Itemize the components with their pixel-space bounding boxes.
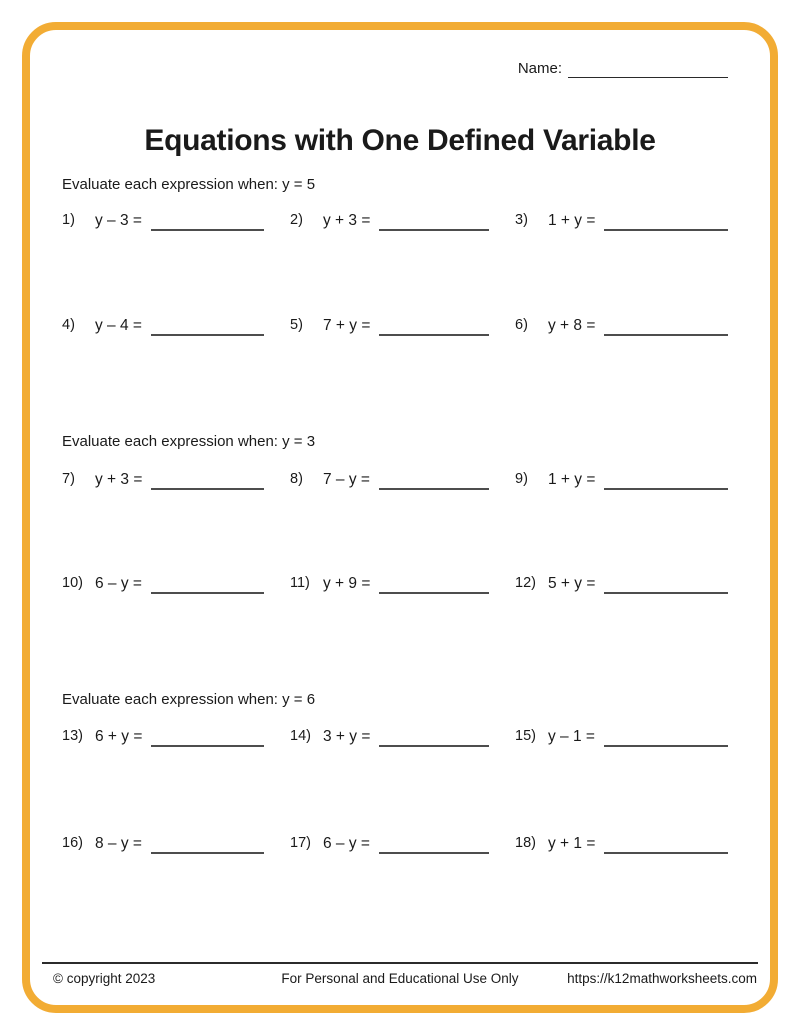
problem-14 — [290, 726, 515, 747]
answer-blank[interactable] — [604, 588, 728, 594]
problem-number: 12) — [515, 575, 536, 591]
problem-12 — [515, 573, 730, 594]
problem-expression: y + 9 = — [323, 575, 371, 592]
problem-number: 15) — [515, 728, 536, 744]
problem-number: 9) — [515, 471, 528, 487]
answer-blank[interactable] — [151, 484, 264, 490]
name-field-row — [518, 60, 728, 78]
answer-blank[interactable] — [151, 225, 264, 231]
problem-number: 1) — [62, 212, 75, 228]
problem-number: 11) — [290, 575, 310, 591]
problem-7 — [62, 469, 290, 490]
problem-3 — [515, 210, 730, 231]
answer-blank[interactable] — [379, 484, 489, 490]
problem-17 — [290, 833, 515, 854]
problem-number: 4) — [62, 317, 75, 333]
problem-4 — [62, 315, 290, 336]
problem-number: 5) — [290, 317, 303, 333]
answer-blank[interactable] — [604, 225, 728, 231]
problem-expression: 5 + y = — [548, 575, 596, 592]
footer — [42, 971, 758, 989]
footer-divider — [42, 962, 758, 964]
problem-13 — [62, 726, 290, 747]
name-label: Name: — [517, 60, 562, 77]
problem-2 — [290, 210, 515, 231]
problem-11 — [290, 573, 515, 594]
problem-16 — [62, 833, 290, 854]
problem-15 — [515, 726, 730, 747]
problem-expression: 6 + y = — [95, 728, 143, 745]
problem-number: 10) — [62, 575, 83, 591]
problem-number: 3) — [515, 212, 528, 228]
problem-9 — [515, 469, 730, 490]
problem-expression: 7 + y = — [323, 317, 371, 334]
problem-number: 2) — [290, 212, 303, 228]
problem-row — [62, 833, 730, 854]
problem-18 — [515, 833, 730, 854]
problem-10 — [62, 573, 290, 594]
answer-blank[interactable] — [151, 741, 264, 747]
section-1-instruction: Evaluate each expression when: y = 5 — [62, 176, 316, 193]
problem-number: 17) — [290, 835, 311, 851]
problem-8 — [290, 469, 515, 490]
section-2-instruction: Evaluate each expression when: y = 3 — [62, 433, 316, 450]
answer-blank[interactable] — [604, 484, 728, 490]
problem-expression: y + 3 = — [323, 212, 371, 229]
problem-1 — [62, 210, 290, 231]
footer-url-link[interactable]: https://k12mathworksheets.com — [567, 971, 757, 986]
problem-expression: 6 – y = — [95, 575, 142, 592]
answer-blank[interactable] — [379, 848, 489, 854]
page-title: Equations with One Defined Variable — [144, 124, 656, 158]
answer-blank[interactable] — [604, 848, 728, 854]
section-3-instruction: Evaluate each expression when: y = 6 — [62, 691, 316, 708]
problem-number: 18) — [515, 835, 536, 851]
problem-expression: y + 1 = — [548, 835, 596, 852]
problem-number: 6) — [515, 317, 528, 333]
problem-expression: 1 + y = — [548, 471, 596, 488]
problem-expression: 8 – y = — [95, 835, 142, 852]
footer-usage-text: For Personal and Educational Use Only — [281, 971, 519, 986]
page-border-frame — [22, 22, 778, 1013]
answer-blank[interactable] — [379, 330, 489, 336]
problem-number: 7) — [62, 471, 75, 487]
problem-row — [62, 573, 730, 594]
problem-number: 13) — [62, 728, 83, 744]
problem-number: 14) — [290, 728, 311, 744]
answer-blank[interactable] — [379, 225, 489, 231]
problem-expression: 3 + y = — [323, 728, 371, 745]
answer-blank[interactable] — [379, 741, 489, 747]
problem-row — [62, 726, 730, 747]
problem-expression: 7 – y = — [323, 471, 370, 488]
answer-blank[interactable] — [151, 848, 264, 854]
name-input-line[interactable] — [568, 61, 728, 78]
answer-blank[interactable] — [604, 741, 728, 747]
problem-number: 16) — [62, 835, 83, 851]
problem-row — [62, 315, 730, 336]
problem-row — [62, 210, 730, 231]
problem-number: 8) — [290, 471, 303, 487]
problem-6 — [515, 315, 730, 336]
problem-expression: y – 1 = — [548, 728, 595, 745]
problem-expression: y – 4 = — [95, 317, 142, 334]
answer-blank[interactable] — [379, 588, 489, 594]
problem-expression: y + 3 = — [95, 471, 143, 488]
problem-expression: y + 8 = — [548, 317, 596, 334]
footer-copyright: © copyright 2023 — [53, 971, 156, 986]
problem-expression: 6 – y = — [323, 835, 370, 852]
problem-5 — [290, 315, 515, 336]
answer-blank[interactable] — [151, 330, 264, 336]
answer-blank[interactable] — [151, 588, 264, 594]
problem-expression: y – 3 = — [95, 212, 142, 229]
problem-row — [62, 469, 730, 490]
answer-blank[interactable] — [604, 330, 728, 336]
problem-expression: 1 + y = — [548, 212, 596, 229]
